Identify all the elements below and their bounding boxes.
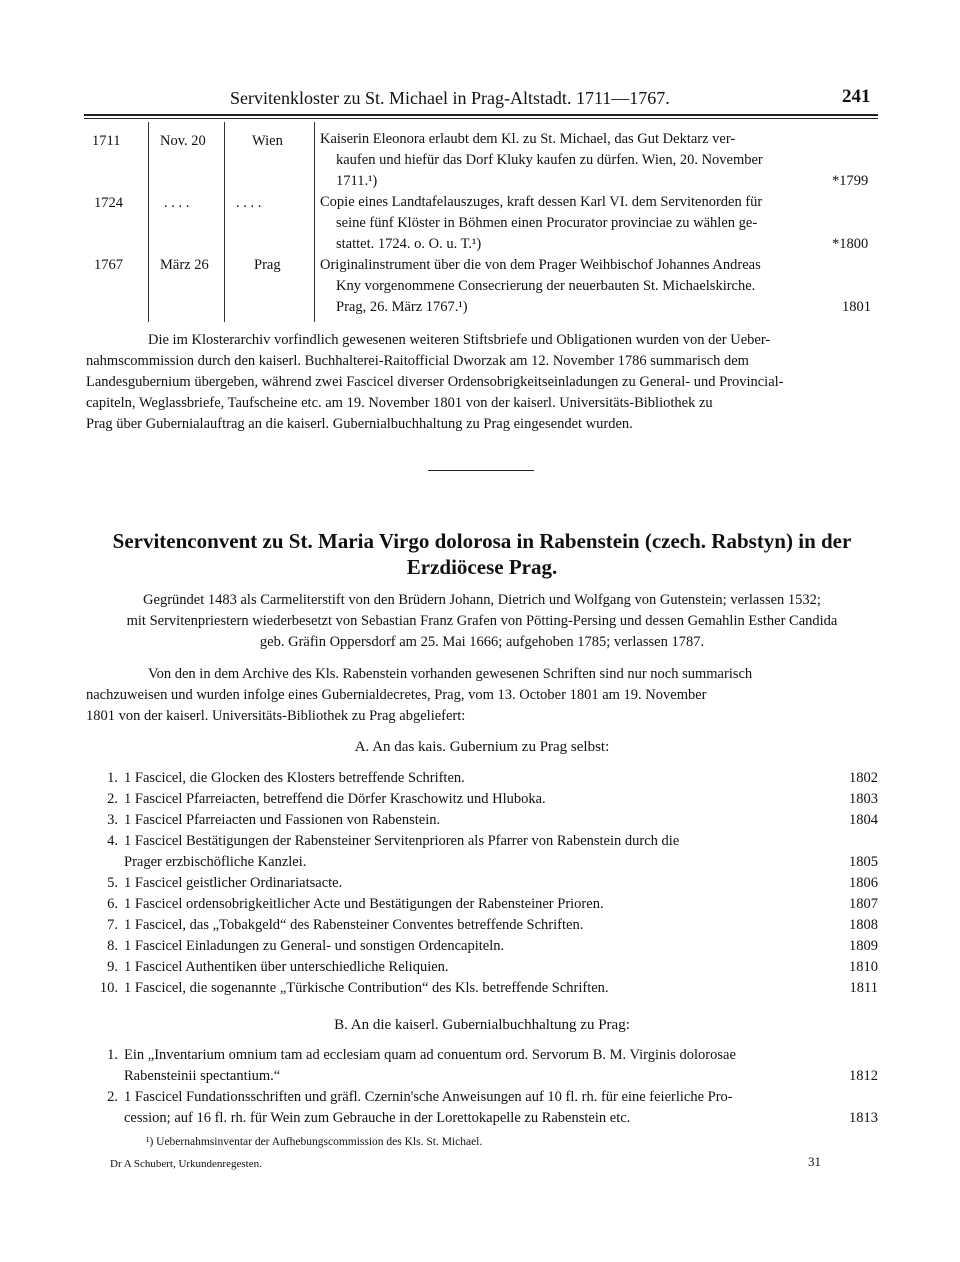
row-text-line: Prag, 26. März 1767.¹) bbox=[336, 299, 468, 315]
sheet-number: 31 bbox=[808, 1154, 821, 1169]
text-line: nahmscommission durch den kaiserl. Buchhalterei-Raitofficial Dworzak am 12. November 1786 summarisch dem bbox=[86, 353, 749, 369]
item-ref: 1802 bbox=[849, 770, 878, 786]
item-number: 1. bbox=[107, 770, 118, 786]
row-text-line: Copie eines Landtafelauszuges, kraft dessen Karl VI. dem Servitenorden für bbox=[320, 194, 763, 210]
row-text-line: Kaiserin Eleonora erlaubt dem Kl. zu St. Michael, das Gut Dektarz ver- bbox=[320, 131, 736, 147]
row-year: 1724 bbox=[94, 195, 123, 211]
text-line: geb. Gräfin Oppersdorf am 25. Mai 1666; aufgehoben 1785; verlassen 1787. bbox=[259, 634, 705, 650]
item-text: 1 Fascicel Pfarreiacten und Fassionen von Rabenstein. bbox=[124, 812, 441, 828]
text-line: Von den in dem Archive des Kls. Rabenstein vorhanden gewesenen Schriften sind nur noch summarisch bbox=[148, 666, 753, 682]
item-text-continued: Rabensteinii spectantium.“ bbox=[124, 1068, 281, 1084]
item-number: 10. bbox=[99, 980, 118, 996]
item-text: 1 Fascicel Bestätigungen der Rabensteiner Servitenprioren als Pfarrer von Rabenstein durch die bbox=[124, 833, 680, 849]
item-number: 2. bbox=[107, 1089, 118, 1105]
item-number: 6. bbox=[107, 896, 118, 912]
item-text: 1 Fascicel Authentiken über unterschiedliche Reliquien. bbox=[124, 959, 449, 975]
item-text: 1 Fascicel, die Glocken des Klosters betreffende Schriften. bbox=[124, 770, 465, 786]
row-text-line: stattet. 1724. o. O. u. T.¹) bbox=[336, 236, 482, 252]
item-ref: 1813 bbox=[849, 1110, 878, 1126]
archive-note-paragraph bbox=[86, 330, 878, 435]
header-rule bbox=[84, 114, 878, 119]
item-number: 1. bbox=[107, 1047, 118, 1063]
list-a-heading: A. An das kais. Gubernium zu Prag selbst: bbox=[354, 739, 610, 755]
section-divider bbox=[428, 470, 534, 471]
row-date: März 26 bbox=[160, 257, 209, 273]
footnote: ¹) Uebernahmsinventar der Aufhebungscommission des Kls. St. Michael. bbox=[146, 1136, 483, 1148]
page-number: 241 bbox=[842, 86, 871, 107]
row-date: . . . . bbox=[164, 195, 190, 211]
item-text: 1 Fascicel geistlicher Ordinariatsacte. bbox=[124, 875, 343, 891]
text-line: Die im Klosterarchiv vorfindlich gewesenen weiteren Stiftsbriefe und Obligationen wurden von der Ueber- bbox=[148, 332, 771, 348]
column-divider bbox=[148, 122, 149, 322]
item-ref: 1808 bbox=[849, 917, 878, 933]
text-line: nachzuweisen und wurden infolge eines Gubernialdecretes, Prag, vom 13. October 1801 am 19. November bbox=[86, 687, 707, 703]
delivery-paragraph bbox=[86, 664, 878, 727]
running-title: Servitenkloster zu St. Michael in Prag-Altstadt. 1711—1767. bbox=[230, 88, 670, 108]
item-text: Ein „Inventarium omnium tam ad ecclesiam quam ad conuentum ord. Servorum B. M. Virginis dolorosae bbox=[124, 1047, 736, 1063]
item-text: 1 Fascicel, die sogenannte „Türkische Contribution“ des Kls. betreffende Schriften. bbox=[124, 980, 609, 996]
list-item bbox=[86, 1087, 878, 1129]
item-number: 5. bbox=[107, 875, 118, 891]
row-place: . . . . bbox=[236, 195, 262, 211]
item-number: 7. bbox=[107, 917, 118, 933]
item-text-continued: cession; auf 16 fl. rh. für Wein zum Gebrauche in der Lorettokapelle zu Rabenstein etc. bbox=[124, 1110, 631, 1126]
foundation-note bbox=[86, 590, 878, 653]
item-ref: 1804 bbox=[849, 812, 878, 828]
column-divider bbox=[314, 122, 315, 322]
signature-line: Dr A Schubert, Urkundenregesten. bbox=[110, 1158, 262, 1170]
item-text: 1 Fascicel ordensobrigkeitlicher Acte und Bestätigungen der Rabensteiner Prioren. bbox=[124, 896, 604, 912]
row-text-line: seine fünf Klöster in Böhmen einen Procurator provinciae zu wählen ge- bbox=[336, 215, 758, 231]
text-line: Gegründet 1483 als Carmeliterstift von den Brüdern Johann, Dietrich und Wolfgang von Gutenstein; verlassen 1532; bbox=[143, 592, 821, 608]
row-year: 1711 bbox=[92, 133, 121, 149]
item-ref: 1806 bbox=[849, 875, 878, 891]
item-ref: 1805 bbox=[849, 854, 878, 870]
row-date: Nov. 20 bbox=[160, 133, 206, 149]
item-ref: 1803 bbox=[849, 791, 878, 807]
section-title-line: Erzdiöcese Prag. bbox=[406, 555, 558, 579]
item-number: 3. bbox=[107, 812, 118, 828]
section-title-line: Servitenconvent zu St. Maria Virgo dolorosa in Rabenstein (czech. Rabstyn) in der bbox=[112, 529, 852, 553]
list-b-heading: B. An die kaiserl. Gubernialbuchhaltung zu Prag: bbox=[334, 1017, 630, 1033]
column-divider bbox=[224, 122, 225, 322]
row-place: Prag bbox=[254, 257, 281, 273]
item-ref: 1809 bbox=[849, 938, 878, 954]
row-year: 1767 bbox=[94, 257, 123, 273]
text-line: mit Servitenpriestern wiederbesetzt von Sebastian Franz Grafen von Pötting-Persing und dessen Gemahlin Esther Candida bbox=[126, 613, 838, 629]
item-number: 9. bbox=[107, 959, 118, 975]
item-ref: 1807 bbox=[849, 896, 878, 912]
row-ref: *1799 bbox=[832, 173, 869, 189]
list-item bbox=[86, 831, 878, 873]
item-text: 1 Fascicel Fundationsschriften und gräfl. Czernin'sche Anweisungen auf 10 fl. rh. für eine feierliche Pro- bbox=[124, 1089, 733, 1105]
row-text-line: kaufen und hiefür das Dorf Kluky kaufen zu dürfen. Wien, 20. November bbox=[336, 152, 763, 168]
text-line: capiteln, Weglassbriefe, Taufscheine etc. am 19. November 1801 von der kaiserl. Universitäts-Bibliothek zu bbox=[86, 395, 713, 411]
row-text-line: Originalinstrument über die von dem Prager Weihbischof Johannes Andreas bbox=[320, 257, 761, 273]
text-line: Landesgubernium übergeben, während zwei Fascicel diverser Ordensobrigkeitseinladungen zu General- und Provincial- bbox=[86, 374, 784, 390]
item-ref: 1811 bbox=[849, 980, 878, 996]
item-number: 8. bbox=[107, 938, 118, 954]
section-title bbox=[86, 528, 878, 580]
row-place: Wien bbox=[252, 133, 283, 149]
item-ref: 1810 bbox=[849, 959, 878, 975]
item-ref: 1812 bbox=[849, 1068, 878, 1084]
row-text-line: 1711.¹) bbox=[336, 173, 378, 189]
item-text-continued: Prager erzbischöfliche Kanzlei. bbox=[124, 854, 307, 870]
row-ref: *1800 bbox=[832, 236, 869, 252]
item-text: 1 Fascicel Pfarreiacten, betreffend die Dörfer Kraschowitz und Hluboka. bbox=[124, 791, 546, 807]
text-line: 1801 von der kaiserl. Universitäts-Bibliothek zu Prag abgeliefert: bbox=[86, 708, 466, 724]
list-item bbox=[86, 1045, 878, 1087]
item-number: 4. bbox=[107, 833, 118, 849]
item-text: 1 Fascicel Einladungen zu General- und sonstigen Ordencapiteln. bbox=[124, 938, 505, 954]
item-number: 2. bbox=[107, 791, 118, 807]
row-ref: 1801 bbox=[842, 299, 871, 315]
row-text-line: Kny vorgenommene Consecrierung der neuerbauten St. Michaelskirche. bbox=[336, 278, 756, 294]
text-line: Prag über Gubernialauftrag an die kaiserl. Gubernialbuchhaltung zu Prag eingesendet wurden. bbox=[86, 416, 633, 432]
item-text: 1 Fascicel, das „Tobakgeld“ des Rabensteiner Conventes betreffende Schriften. bbox=[124, 917, 584, 933]
